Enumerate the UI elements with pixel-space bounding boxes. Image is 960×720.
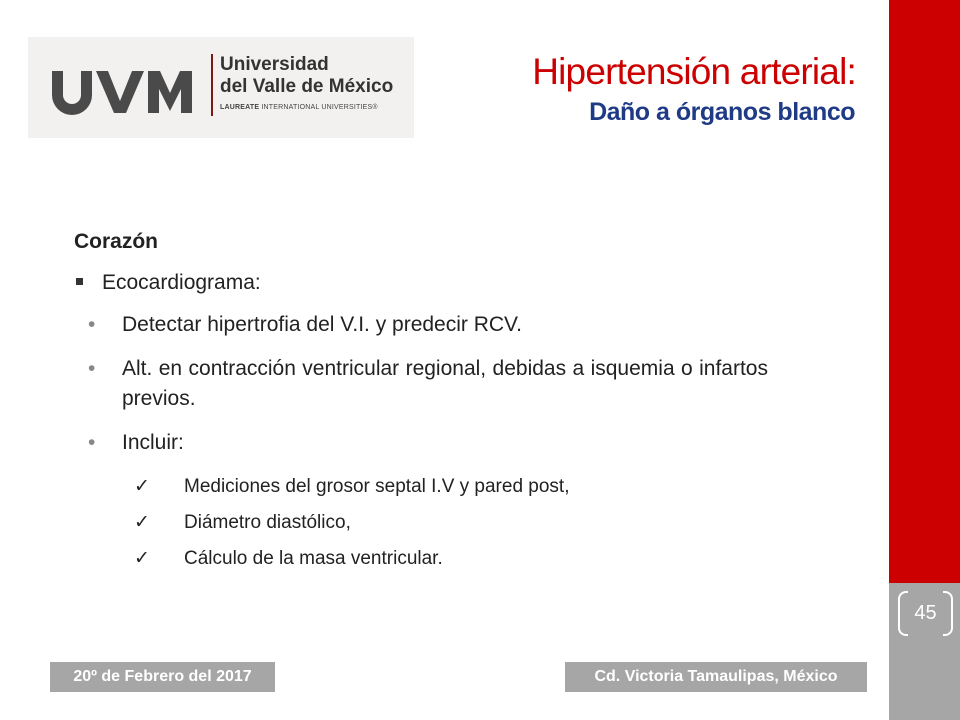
footer-city: Cd. Victoria Tamaulipas, México: [565, 662, 867, 692]
bullet-item: [88, 428, 768, 458]
bullet-text: Detectar hipertrofia del V.I. y predecir RCV.: [122, 313, 522, 336]
level1-text: Ecocardiograma:: [102, 271, 261, 294]
square-bullet-icon: [76, 278, 83, 285]
slide-title: Hipertensión arterial:: [532, 51, 856, 92]
slide-number-badge: [898, 591, 953, 636]
footer-date: 20º de Febrero del 2017: [50, 662, 275, 692]
check-item: [134, 546, 443, 572]
slide-number: 45: [914, 602, 937, 624]
logo-university-text: Universidad: [220, 54, 329, 75]
checkmark-icon: ✓: [134, 512, 150, 533]
check-text: Diámetro diastólico,: [184, 512, 351, 533]
logo-laureate-text: LAUREATE INTERNATIONAL UNIVERSITIES®: [220, 104, 378, 111]
bullet-text: Incluir:: [122, 431, 184, 454]
check-item: [134, 474, 569, 500]
left-bracket-icon: [898, 591, 908, 636]
check-text: Cálculo de la masa ventricular.: [184, 548, 443, 569]
check-item: [134, 510, 351, 536]
bullet-text: Alt. en contracción ventricular regional, debidas a isquemia o infartos previos.: [122, 357, 768, 410]
logo-valle-text: del Valle de México: [220, 76, 394, 97]
bullet-dot-icon: •: [88, 313, 96, 336]
bullet-dot-icon: •: [88, 357, 96, 380]
bullet-dot-icon: •: [88, 431, 96, 454]
level1-item: [76, 269, 261, 297]
check-text: Mediciones del grosor septal I.V y pared post,: [184, 476, 570, 497]
checkmark-icon: ✓: [134, 476, 150, 497]
bullet-item: [88, 354, 768, 414]
right-bracket-icon: [943, 591, 953, 636]
section-heading: Corazón: [74, 230, 158, 253]
checkmark-icon: ✓: [134, 548, 150, 569]
slide-subtitle: Daño a órganos blanco: [589, 98, 855, 126]
right-red-bar: [889, 0, 960, 583]
bullet-item: [88, 310, 768, 340]
